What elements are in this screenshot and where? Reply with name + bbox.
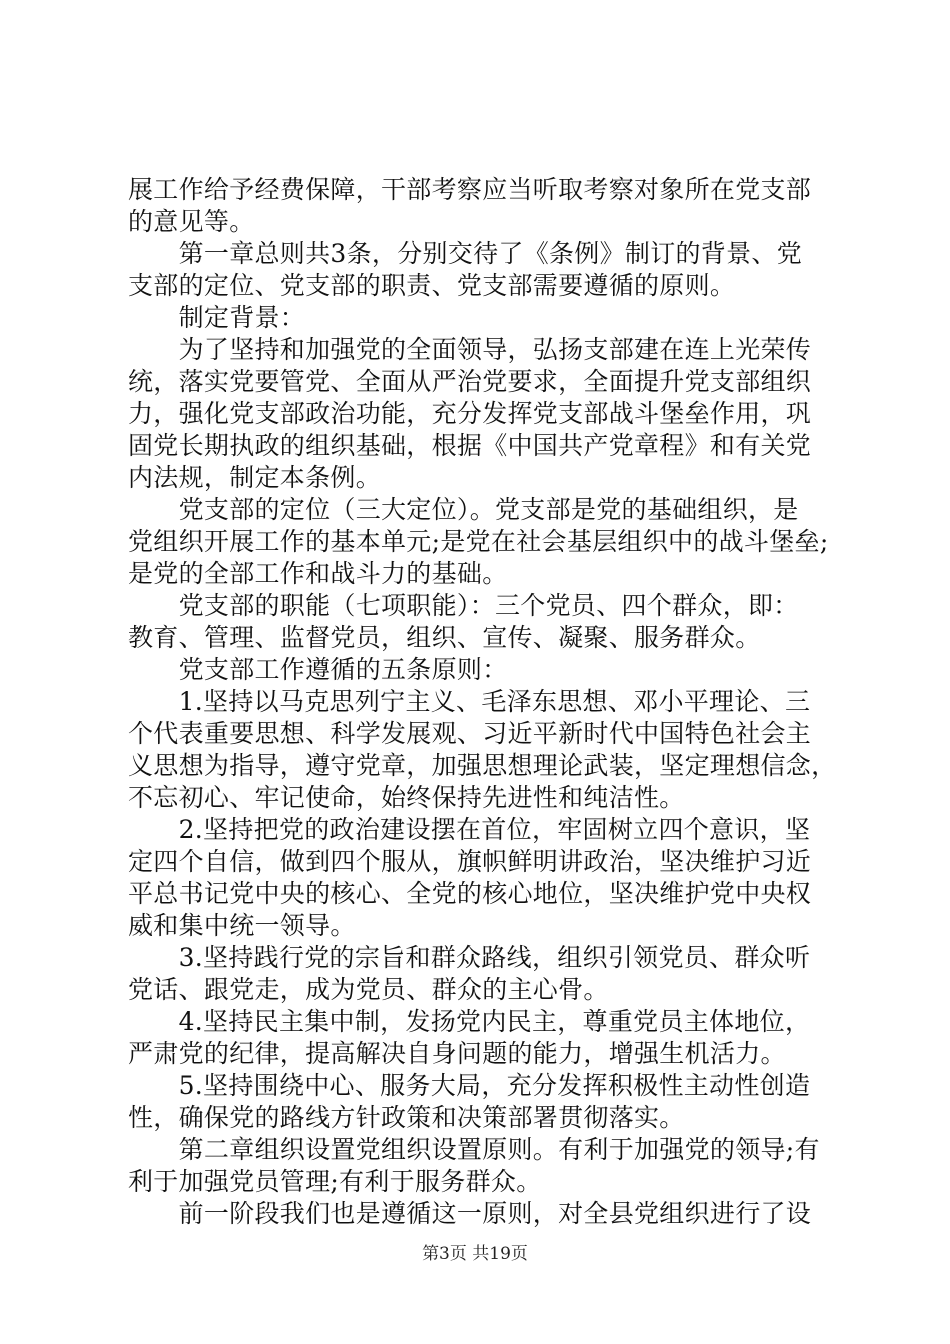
text-line: 性，确保党的路线方针政策和决策部署贯彻落实。 — [128, 1103, 685, 1132]
text-line: 前一阶段我们也是遵循这一原则，对全县党组织进行了设 — [128, 1199, 812, 1228]
text-line: 是党的全部工作和战斗力的基础。 — [128, 559, 508, 588]
text-line: 利于加强党员管理;有利于服务群众。 — [128, 1167, 542, 1196]
text-line: 5.坚持围绕中心、服务大局，充分发挥积极性主动性创造 — [128, 1071, 811, 1100]
text-line: 第二章组织设置党组织设置原则。有利于加强党的领导;有 — [128, 1135, 820, 1164]
text-line: 党支部的定位（三大定位）。党支部是党的基础组织，是 — [128, 495, 799, 524]
text-line: 支部的定位、党支部的职责、党支部需要遵循的原则。 — [128, 271, 736, 300]
text-line: 的意见等。 — [128, 207, 255, 236]
text-line: 不忘初心、牢记使命，始终保持先进性和纯洁性。 — [128, 783, 685, 812]
text-line: 严肃党的纪律，提高解决自身问题的能力，增强生机活力。 — [128, 1039, 786, 1068]
text-line: 3.坚持践行党的宗旨和群众路线，组织引领党员、群众听 — [128, 943, 811, 972]
text-line: 力，强化党支部政治功能，充分发挥党支部战斗堡垒作用，巩 — [128, 399, 812, 428]
text-line: 定四个自信，做到四个服从，旗帜鲜明讲政治，坚决维护习近 — [128, 847, 812, 876]
text-line: 第一章总则共3条，分别交待了《条例》制订的背景、党 — [128, 239, 803, 268]
text-line: 党话、跟党走，成为党员、群众的主心骨。 — [128, 975, 609, 1004]
text-line: 制定背景： — [128, 303, 306, 332]
text-line: 党支部的职能（七项职能）：三个党员、四个群众，即： — [128, 591, 799, 620]
text-line: 平总书记党中央的核心、全党的核心地位，坚决维护党中央权 — [128, 879, 812, 908]
text-line: 为了坚持和加强党的全面领导，弘扬支部建在连上光荣传 — [128, 335, 812, 364]
text-line: 1.坚持以马克思列宁主义、毛泽东思想、邓小平理论、三 — [128, 687, 811, 716]
text-line: 威和集中统一领导。 — [128, 911, 356, 940]
text-line: 个代表重要思想、科学发展观、习近平新时代中国特色社会主 — [128, 719, 812, 748]
text-line: 内法规，制定本条例。 — [128, 463, 382, 492]
text-line: 固党长期执政的组织基础，根据《中国共产党章程》和有关党 — [128, 431, 812, 460]
text-line: 统，落实党要管党、全面从严治党要求，全面提升党支部组织 — [128, 367, 812, 396]
text-line: 4.坚持民主集中制，发扬党内民主，尊重党员主体地位， — [128, 1007, 811, 1036]
text-line: 教育、管理、监督党员，组织、宣传、凝聚、服务群众。 — [128, 623, 761, 652]
text-line: 义思想为指导，遵守党章，加强思想理论武装，坚定理想信念， — [128, 751, 837, 780]
page-number-footer: 第3页 共19页 — [422, 1244, 528, 1264]
text-line: 党组织开展工作的基本单元;是党在社会基层组织中的战斗堡垒; — [128, 527, 829, 556]
text-line: 2.坚持把党的政治建设摆在首位，牢固树立四个意识，坚 — [128, 815, 811, 844]
text-line: 展工作给予经费保障，干部考察应当听取考察对象所在党支部 — [128, 175, 812, 204]
text-line: 党支部工作遵循的五条原则： — [128, 655, 508, 684]
